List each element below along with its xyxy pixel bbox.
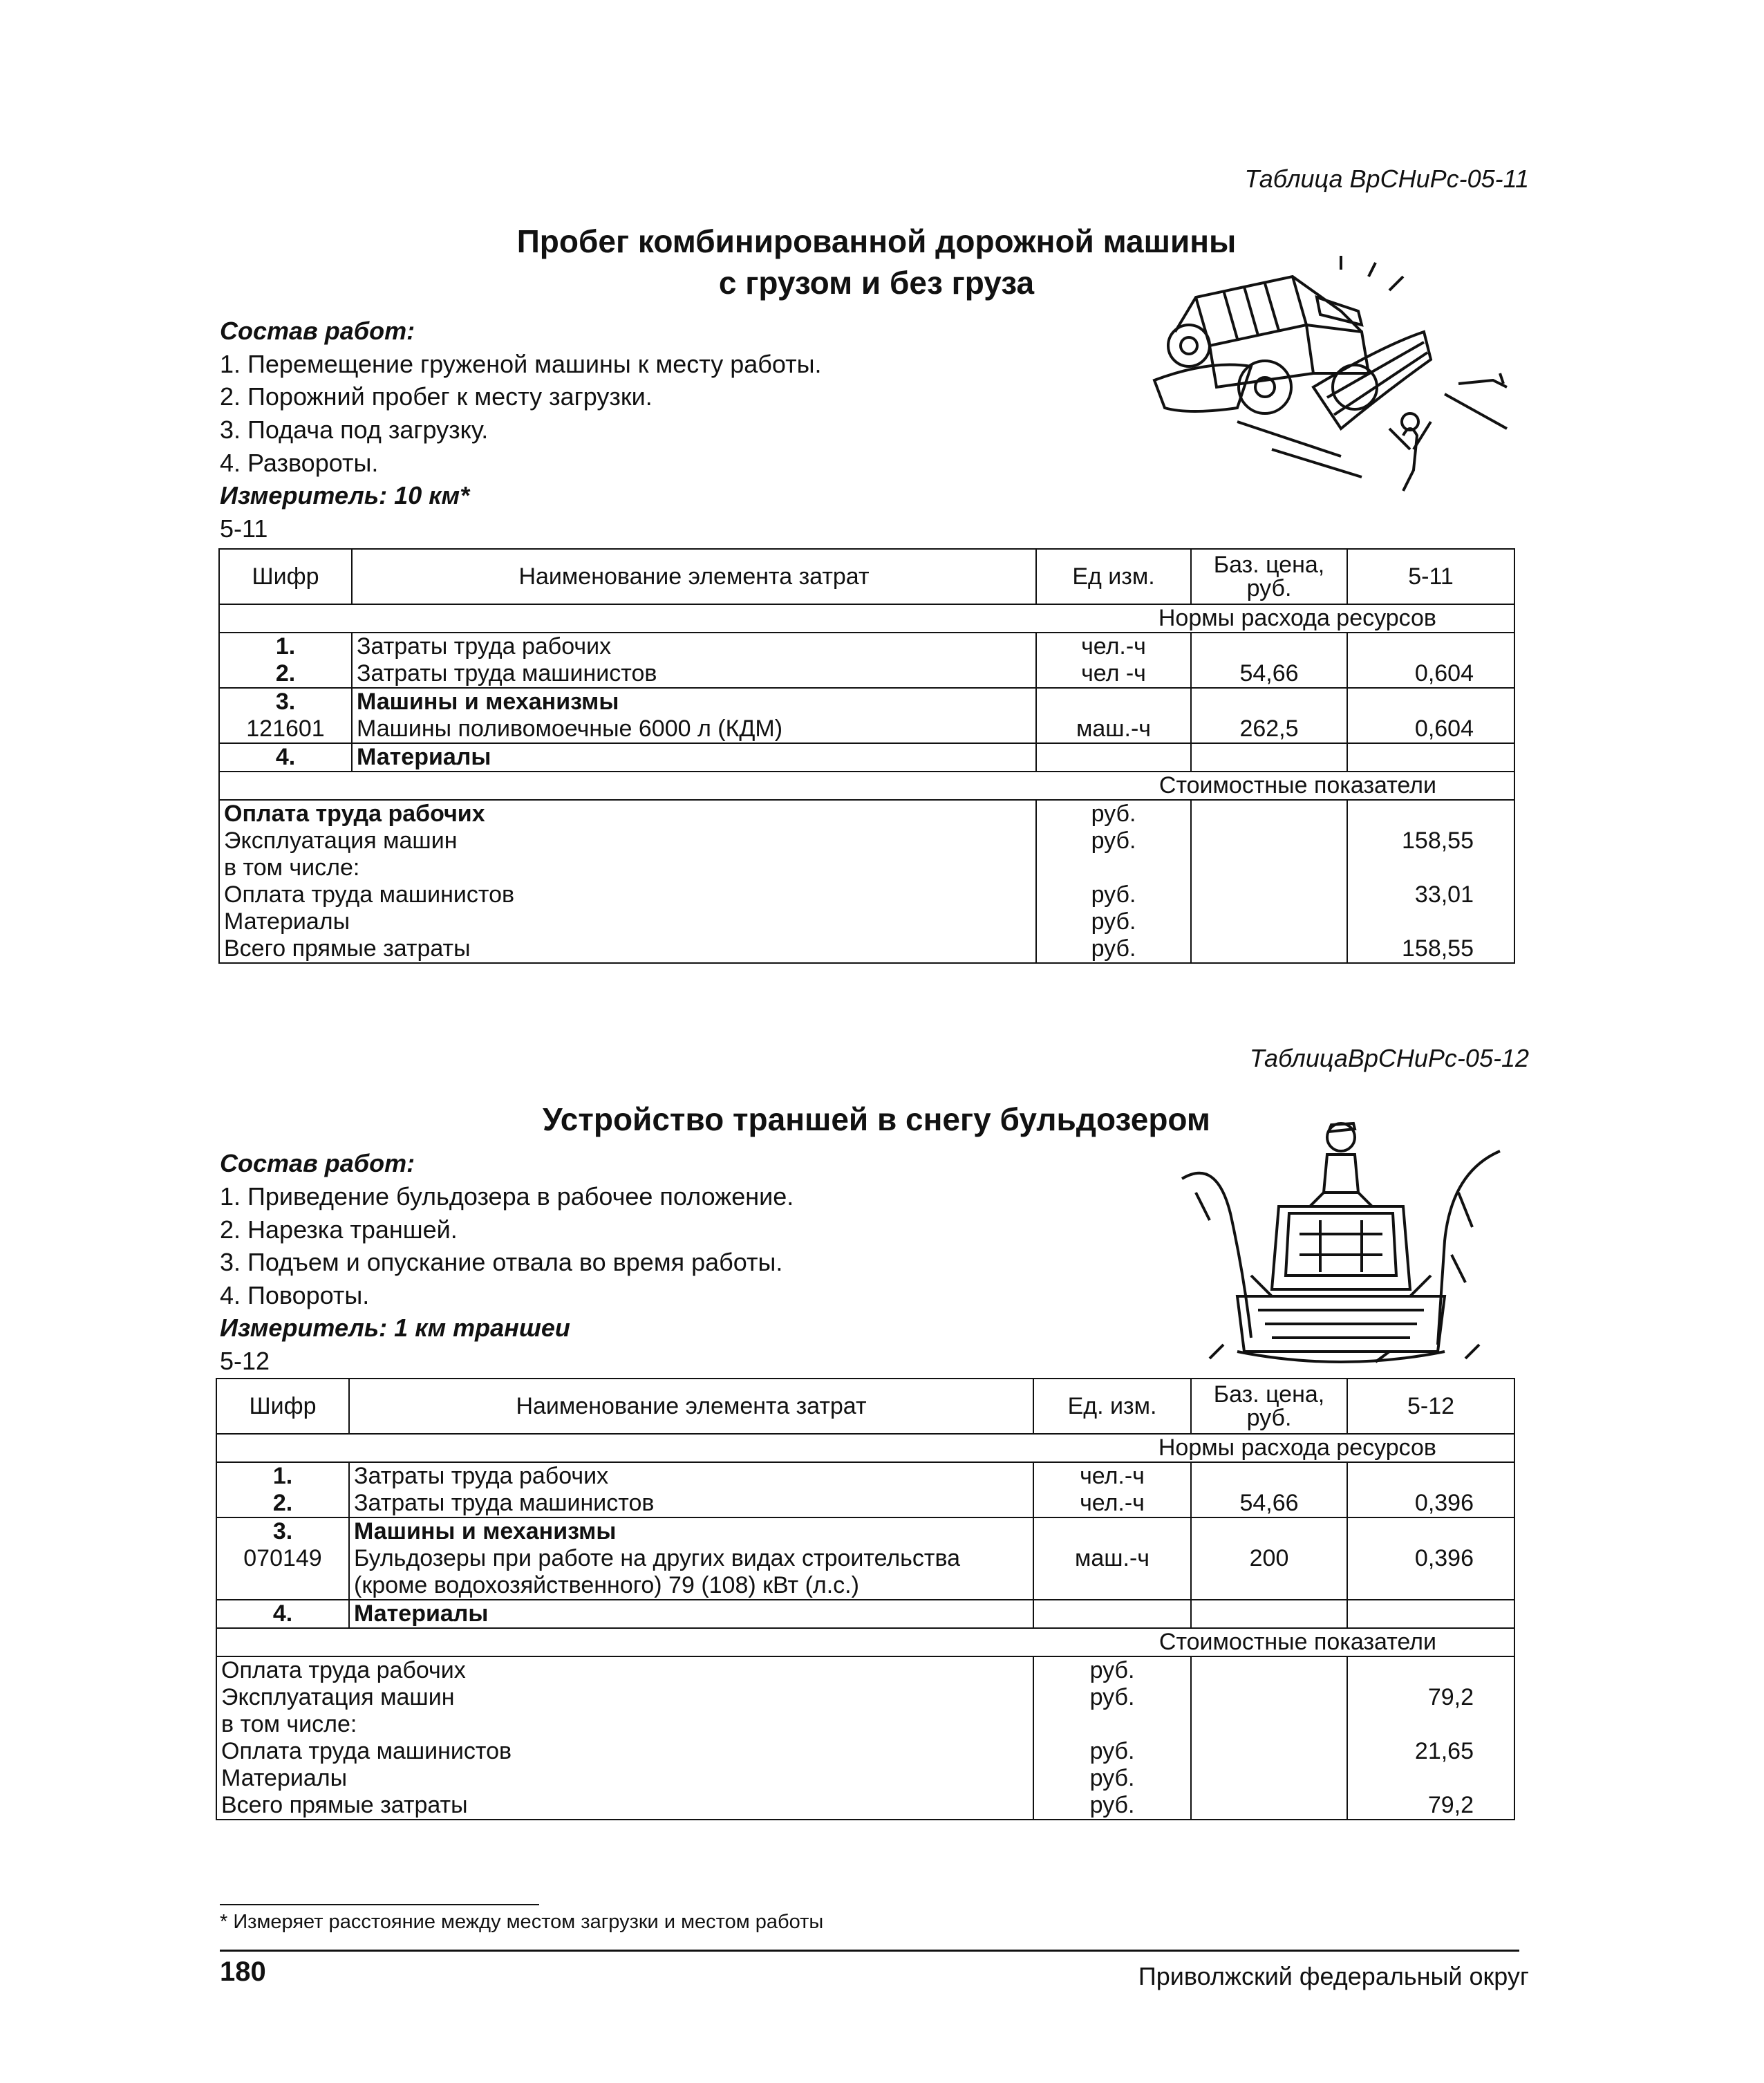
- work-item: 1. Приведение бульдозера в рабочее положение.: [220, 1182, 794, 1211]
- code-2: 5-12: [220, 1347, 270, 1375]
- section-title-1-line1: Пробег комбинированной дорожной машины: [516, 223, 1237, 259]
- header-code: 5-11: [1347, 549, 1514, 604]
- cell-unit: [1033, 1711, 1191, 1738]
- cell-name: Всего прямые затраты: [219, 935, 1036, 963]
- table-row: [216, 1490, 1514, 1517]
- cell-value: [1347, 908, 1514, 935]
- cell-cipher: 3.: [216, 1517, 349, 1545]
- cell-value: 0,604: [1347, 716, 1514, 743]
- cell-name: Материалы: [216, 1765, 1033, 1792]
- work-heading-2: Состав работ:: [220, 1149, 415, 1177]
- work-item: 2. Нарезка траншей.: [220, 1215, 458, 1244]
- table-row: [216, 1765, 1514, 1792]
- cell-name: Затраты труда машинистов: [352, 660, 1036, 688]
- cell-cipher: 1.: [219, 633, 352, 660]
- cost-table-2: [216, 1378, 1515, 1820]
- cell-unit: руб.: [1036, 908, 1191, 935]
- header-price: Баз. цена, руб.: [1191, 549, 1347, 604]
- measure-1: Измеритель: 10 км*: [220, 481, 470, 510]
- table-row: [216, 1684, 1514, 1711]
- work-item: 2. Порожний пробег к месту загрузки.: [220, 382, 653, 411]
- page-number: 180: [220, 1956, 266, 1987]
- cell-price: 200: [1191, 1545, 1347, 1600]
- cell-value: [1347, 688, 1514, 716]
- work-heading-1: Состав работ:: [220, 317, 415, 345]
- table-row: [216, 1600, 1514, 1628]
- cell-unit: руб.: [1033, 1765, 1191, 1792]
- table-row: [219, 828, 1514, 854]
- work-item: 4. Повороты.: [220, 1281, 370, 1309]
- cell-value: [1347, 1711, 1514, 1738]
- work-item: 3. Подача под загрузку.: [220, 415, 489, 444]
- cell-unit: руб.: [1036, 881, 1191, 908]
- cell-value: 79,2: [1347, 1792, 1514, 1820]
- cell-name: в том числе:: [219, 854, 1036, 881]
- cell-name: Затраты труда машинистов: [349, 1490, 1033, 1517]
- cell-cipher: 070149: [216, 1545, 349, 1600]
- cell-name: в том числе:: [216, 1711, 1033, 1738]
- header-cipher: Шифр: [219, 549, 352, 604]
- cell-price: [1191, 743, 1347, 772]
- cell-name: Материалы: [352, 743, 1036, 772]
- road-machine-drawing: [1134, 249, 1521, 505]
- cell-cipher: 2.: [216, 1490, 349, 1517]
- norms-label: Нормы расхода ресурсов: [219, 604, 1514, 633]
- cell-value: [1347, 743, 1514, 772]
- table-row: [219, 881, 1514, 908]
- section-title-2: Устройство траншей в снегу бульдозером: [543, 1101, 1210, 1137]
- cell-value: 0,396: [1347, 1490, 1514, 1517]
- cell-name: Машины поливомоечные 6000 л (КДМ): [352, 716, 1036, 743]
- cell-name: Оплата труда машинистов: [216, 1738, 1033, 1765]
- cell-value: [1347, 1462, 1514, 1490]
- header-code: 5-12: [1347, 1379, 1514, 1434]
- work-item: 1. Перемещение груженой машины к месту работы.: [220, 350, 822, 378]
- table-row: [216, 1517, 1514, 1545]
- cell-value: [1347, 800, 1514, 828]
- footnote: * Измеряет расстояние между местом загрузки и местом работы: [220, 1911, 824, 1933]
- table-row: [219, 716, 1514, 743]
- cell-value: [1347, 1765, 1514, 1792]
- cost-table-1: [218, 548, 1515, 964]
- cell-name: Всего прямые затраты: [216, 1792, 1033, 1820]
- table-row: [219, 633, 1514, 660]
- cell-unit: руб.: [1036, 800, 1191, 828]
- cell-unit: чел.-ч: [1033, 1462, 1191, 1490]
- table-row: [219, 688, 1514, 716]
- cell-name: Эксплуатация машин: [219, 828, 1036, 854]
- cell-unit: [1033, 1517, 1191, 1545]
- table-row: [216, 1462, 1514, 1490]
- cell-unit: [1036, 688, 1191, 716]
- cell-name: Оплата труда машинистов: [219, 881, 1036, 908]
- table-row: [219, 935, 1514, 963]
- cell-value: [1347, 633, 1514, 660]
- cell-value: 21,65: [1347, 1738, 1514, 1765]
- table-row: [219, 660, 1514, 688]
- region-name: Приволжский федеральный округ: [1138, 1962, 1529, 1990]
- header-price: Баз. цена, руб.: [1191, 1379, 1347, 1434]
- cell-value: [1347, 854, 1514, 881]
- cell-cipher: 4.: [216, 1600, 349, 1628]
- cell-price: [1191, 1462, 1347, 1490]
- cell-name: Оплата труда рабочих: [216, 1656, 1033, 1684]
- cell-value: 158,55: [1347, 935, 1514, 963]
- cell-name: Эксплуатация машин: [216, 1684, 1033, 1711]
- cell-value: 79,2: [1347, 1684, 1514, 1711]
- cost-label: Стоимостные показатели: [216, 1628, 1514, 1656]
- cell-unit: руб.: [1033, 1738, 1191, 1765]
- cell-unit: руб.: [1033, 1792, 1191, 1820]
- header-name: Наименование элемента затрат: [352, 549, 1036, 604]
- header-unit: Ед. изм.: [1033, 1379, 1191, 1434]
- table-code-2: ТаблицаВрСНиРс-05-12: [1249, 1044, 1529, 1072]
- cell-cipher: 1.: [216, 1462, 349, 1490]
- table-row: [216, 1545, 1514, 1600]
- cell-price: 54,66: [1191, 660, 1347, 688]
- footer-divider: [220, 1950, 1519, 1952]
- cell-unit: маш.-ч: [1036, 716, 1191, 743]
- cell-name: Материалы: [349, 1600, 1033, 1628]
- cell-value: [1347, 1656, 1514, 1684]
- cell-name: Машины и механизмы: [352, 688, 1036, 716]
- table-row: [219, 908, 1514, 935]
- cell-name: Бульдозеры при работе на других видах строительства (кроме водохозяйственного) 79 (108) кВт (л.с.): [349, 1545, 1033, 1600]
- cell-unit: чел.-ч: [1036, 633, 1191, 660]
- table-row: [219, 854, 1514, 881]
- cell-name: Затраты труда рабочих: [352, 633, 1036, 660]
- cell-value: [1347, 1600, 1514, 1628]
- cell-unit: руб.: [1033, 1684, 1191, 1711]
- cell-name: Оплата труда рабочих: [219, 800, 1036, 828]
- cell-value: [1347, 1517, 1514, 1545]
- cell-unit: руб.: [1036, 828, 1191, 854]
- cell-value: 158,55: [1347, 828, 1514, 854]
- cell-price: 262,5: [1191, 716, 1347, 743]
- cell-unit: чел -ч: [1036, 660, 1191, 688]
- cell-price: [1191, 688, 1347, 716]
- bulldozer-drawing: [1168, 1117, 1514, 1372]
- table-row: [216, 1738, 1514, 1765]
- footnote-divider: [220, 1904, 539, 1905]
- cell-price: [1191, 1517, 1347, 1545]
- cost-label: Стоимостные показатели: [219, 772, 1514, 800]
- cell-price: [1191, 1600, 1347, 1628]
- table-row: [216, 1792, 1514, 1820]
- cell-name: Машины и механизмы: [349, 1517, 1033, 1545]
- header-name: Наименование элемента затрат: [349, 1379, 1033, 1434]
- cell-unit: руб.: [1036, 935, 1191, 963]
- header-cipher: Шифр: [216, 1379, 349, 1434]
- cell-unit: чел.-ч: [1033, 1490, 1191, 1517]
- cell-unit: маш.-ч: [1033, 1545, 1191, 1600]
- cell-name: Материалы: [219, 908, 1036, 935]
- cell-cipher: 121601: [219, 716, 352, 743]
- cell-value: 0,604: [1347, 660, 1514, 688]
- cell-unit: [1036, 854, 1191, 881]
- header-unit: Ед изм.: [1036, 549, 1191, 604]
- cell-cipher: 2.: [219, 660, 352, 688]
- cell-value: 0,396: [1347, 1545, 1514, 1600]
- cell-unit: руб.: [1033, 1656, 1191, 1684]
- cell-name: Затраты труда рабочих: [349, 1462, 1033, 1490]
- table-row: [216, 1711, 1514, 1738]
- table-code-1: Таблица ВрСНиРс-05-11: [1244, 165, 1529, 193]
- cell-unit: [1036, 743, 1191, 772]
- cell-cipher: 4.: [219, 743, 352, 772]
- cell-unit: [1033, 1600, 1191, 1628]
- table-row: [216, 1656, 1514, 1684]
- code-1: 5-11: [220, 514, 268, 543]
- work-item: 3. Подъем и опускание отвала во время работы.: [220, 1248, 783, 1276]
- norms-label: Нормы расхода ресурсов: [216, 1434, 1514, 1462]
- cell-price: [1191, 633, 1347, 660]
- work-item: 4. Развороты.: [220, 449, 379, 477]
- cell-value: 33,01: [1347, 881, 1514, 908]
- cell-cipher: 3.: [219, 688, 352, 716]
- table-row: [219, 743, 1514, 772]
- measure-2: Измеритель: 1 км траншеи: [220, 1314, 570, 1342]
- section-title-1-line2: с грузом и без груза: [718, 265, 1035, 301]
- cell-price: 54,66: [1191, 1490, 1347, 1517]
- table-row: [219, 800, 1514, 828]
